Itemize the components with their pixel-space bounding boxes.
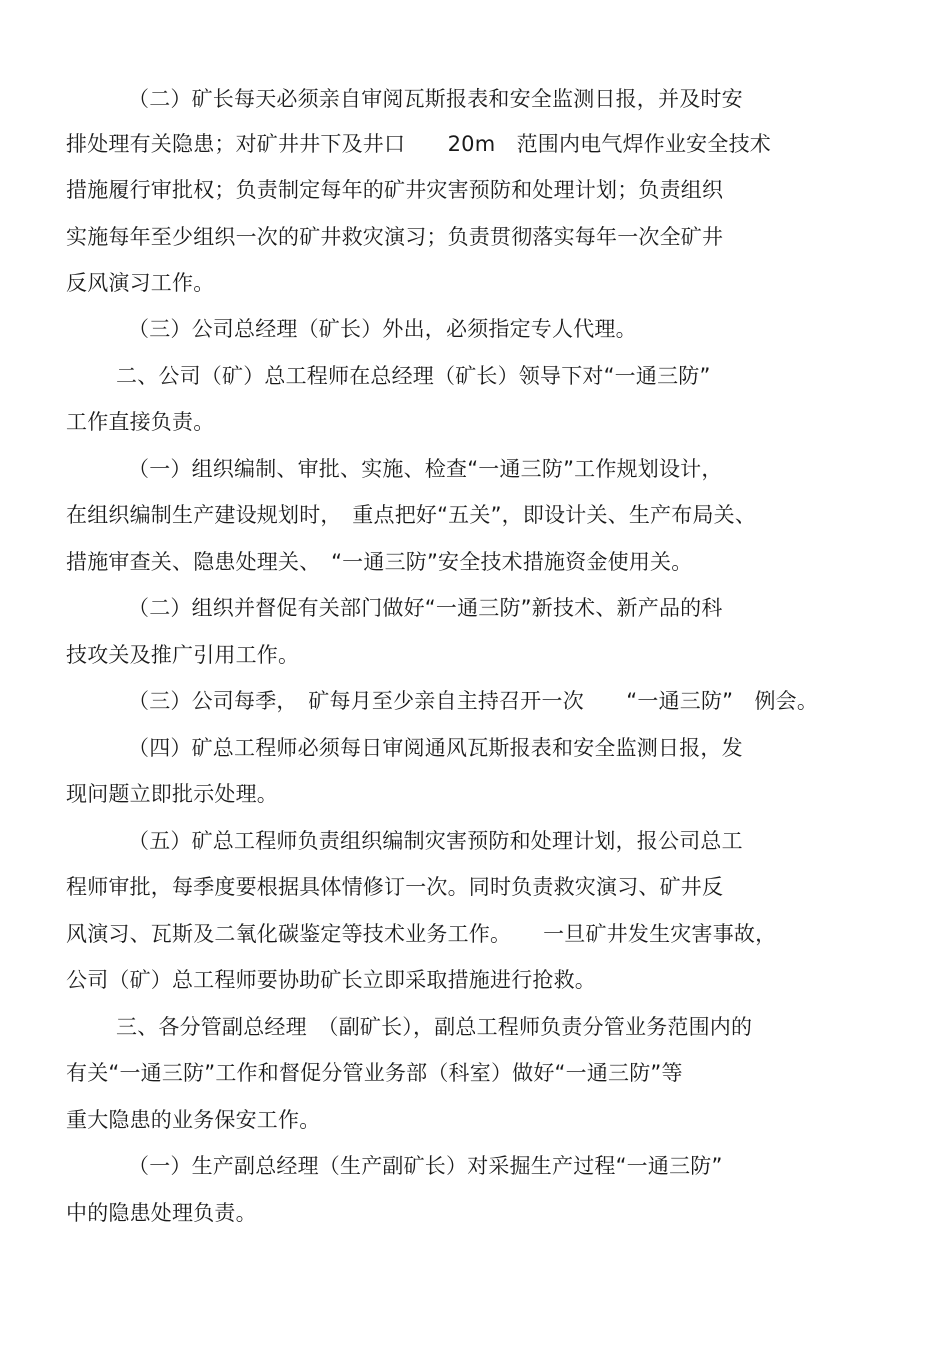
text-line: 有关“一通三防”工作和督促分管业务部（科室）做好“一通三防”等	[66, 1061, 683, 1085]
text-line: 措施审查关、隐患处理关、 “一通三防”安全技术措施资金使用关。	[66, 550, 693, 574]
text-line: 实施每年至少组织一次的矿井救灾演习；负责贯彻落实每年一次全矿井	[66, 225, 724, 249]
text-line: 风演习、瓦斯及二氧化碳鉴定等技术业务工作。 一旦矿井发生灾害事故，	[66, 922, 777, 946]
text-line: 排处理有关隐患；对矿井井下及井口 20m 范围内电气焊作业安全技术	[66, 132, 771, 156]
text-line: 工作直接负责。	[66, 410, 215, 434]
text-line: 中的隐患处理负责。	[66, 1201, 257, 1225]
text-line: （五）矿总工程师负责组织编制灾害预防和处理计划，报公司总工	[128, 829, 743, 853]
text-line: 程师审批，每季度要根据具体情修订一次。同时负责救灾演习、矿井反	[66, 875, 724, 899]
text-line: （三）公司总经理（矿长）外出，必须指定专人代理。	[128, 317, 637, 341]
text-line: （二）组织并督促有关部门做好“一通三防”新技术、新产品的科	[128, 596, 723, 620]
text-line: （四）矿总工程师必须每日审阅通风瓦斯报表和安全监测日报，发	[128, 736, 743, 760]
text-line: 措施履行审批权；负责制定每年的矿井灾害预防和处理计划；负责组织	[66, 178, 724, 202]
text-line: 重大隐患的业务保安工作。	[66, 1108, 321, 1132]
text-line: 现问题立即批示处理。	[66, 782, 278, 806]
text-line: 二、公司（矿）总工程师在总经理（矿长）领导下对“一通三防”	[116, 364, 711, 388]
text-line: （二）矿长每天必须亲自审阅瓦斯报表和安全监测日报，并及时安	[128, 87, 743, 111]
text-line: （一）生产副总经理（生产副矿长）对采掘生产过程“一通三防”	[128, 1154, 723, 1178]
text-line: （三）公司每季， 矿每月至少亲自主持召开一次 “一通三防” 例会。	[128, 689, 819, 713]
text-line: 公司（矿）总工程师要协助矿长立即采取措施进行抢救。	[66, 968, 596, 992]
text-line: 在组织编制生产建设规划时， 重点把好“五关”，即设计关、生产布局关、	[66, 503, 757, 527]
text-line: （一）组织编制、审批、实施、检查“一通三防”工作规划设计，	[128, 457, 723, 481]
text-line: 反风演习工作。	[66, 271, 215, 295]
text-line: 技攻关及推广引用工作。	[66, 643, 300, 667]
text-line: 三、各分管副总经理 （副矿长），副总工程师负责分管业务范围内的	[116, 1015, 753, 1039]
